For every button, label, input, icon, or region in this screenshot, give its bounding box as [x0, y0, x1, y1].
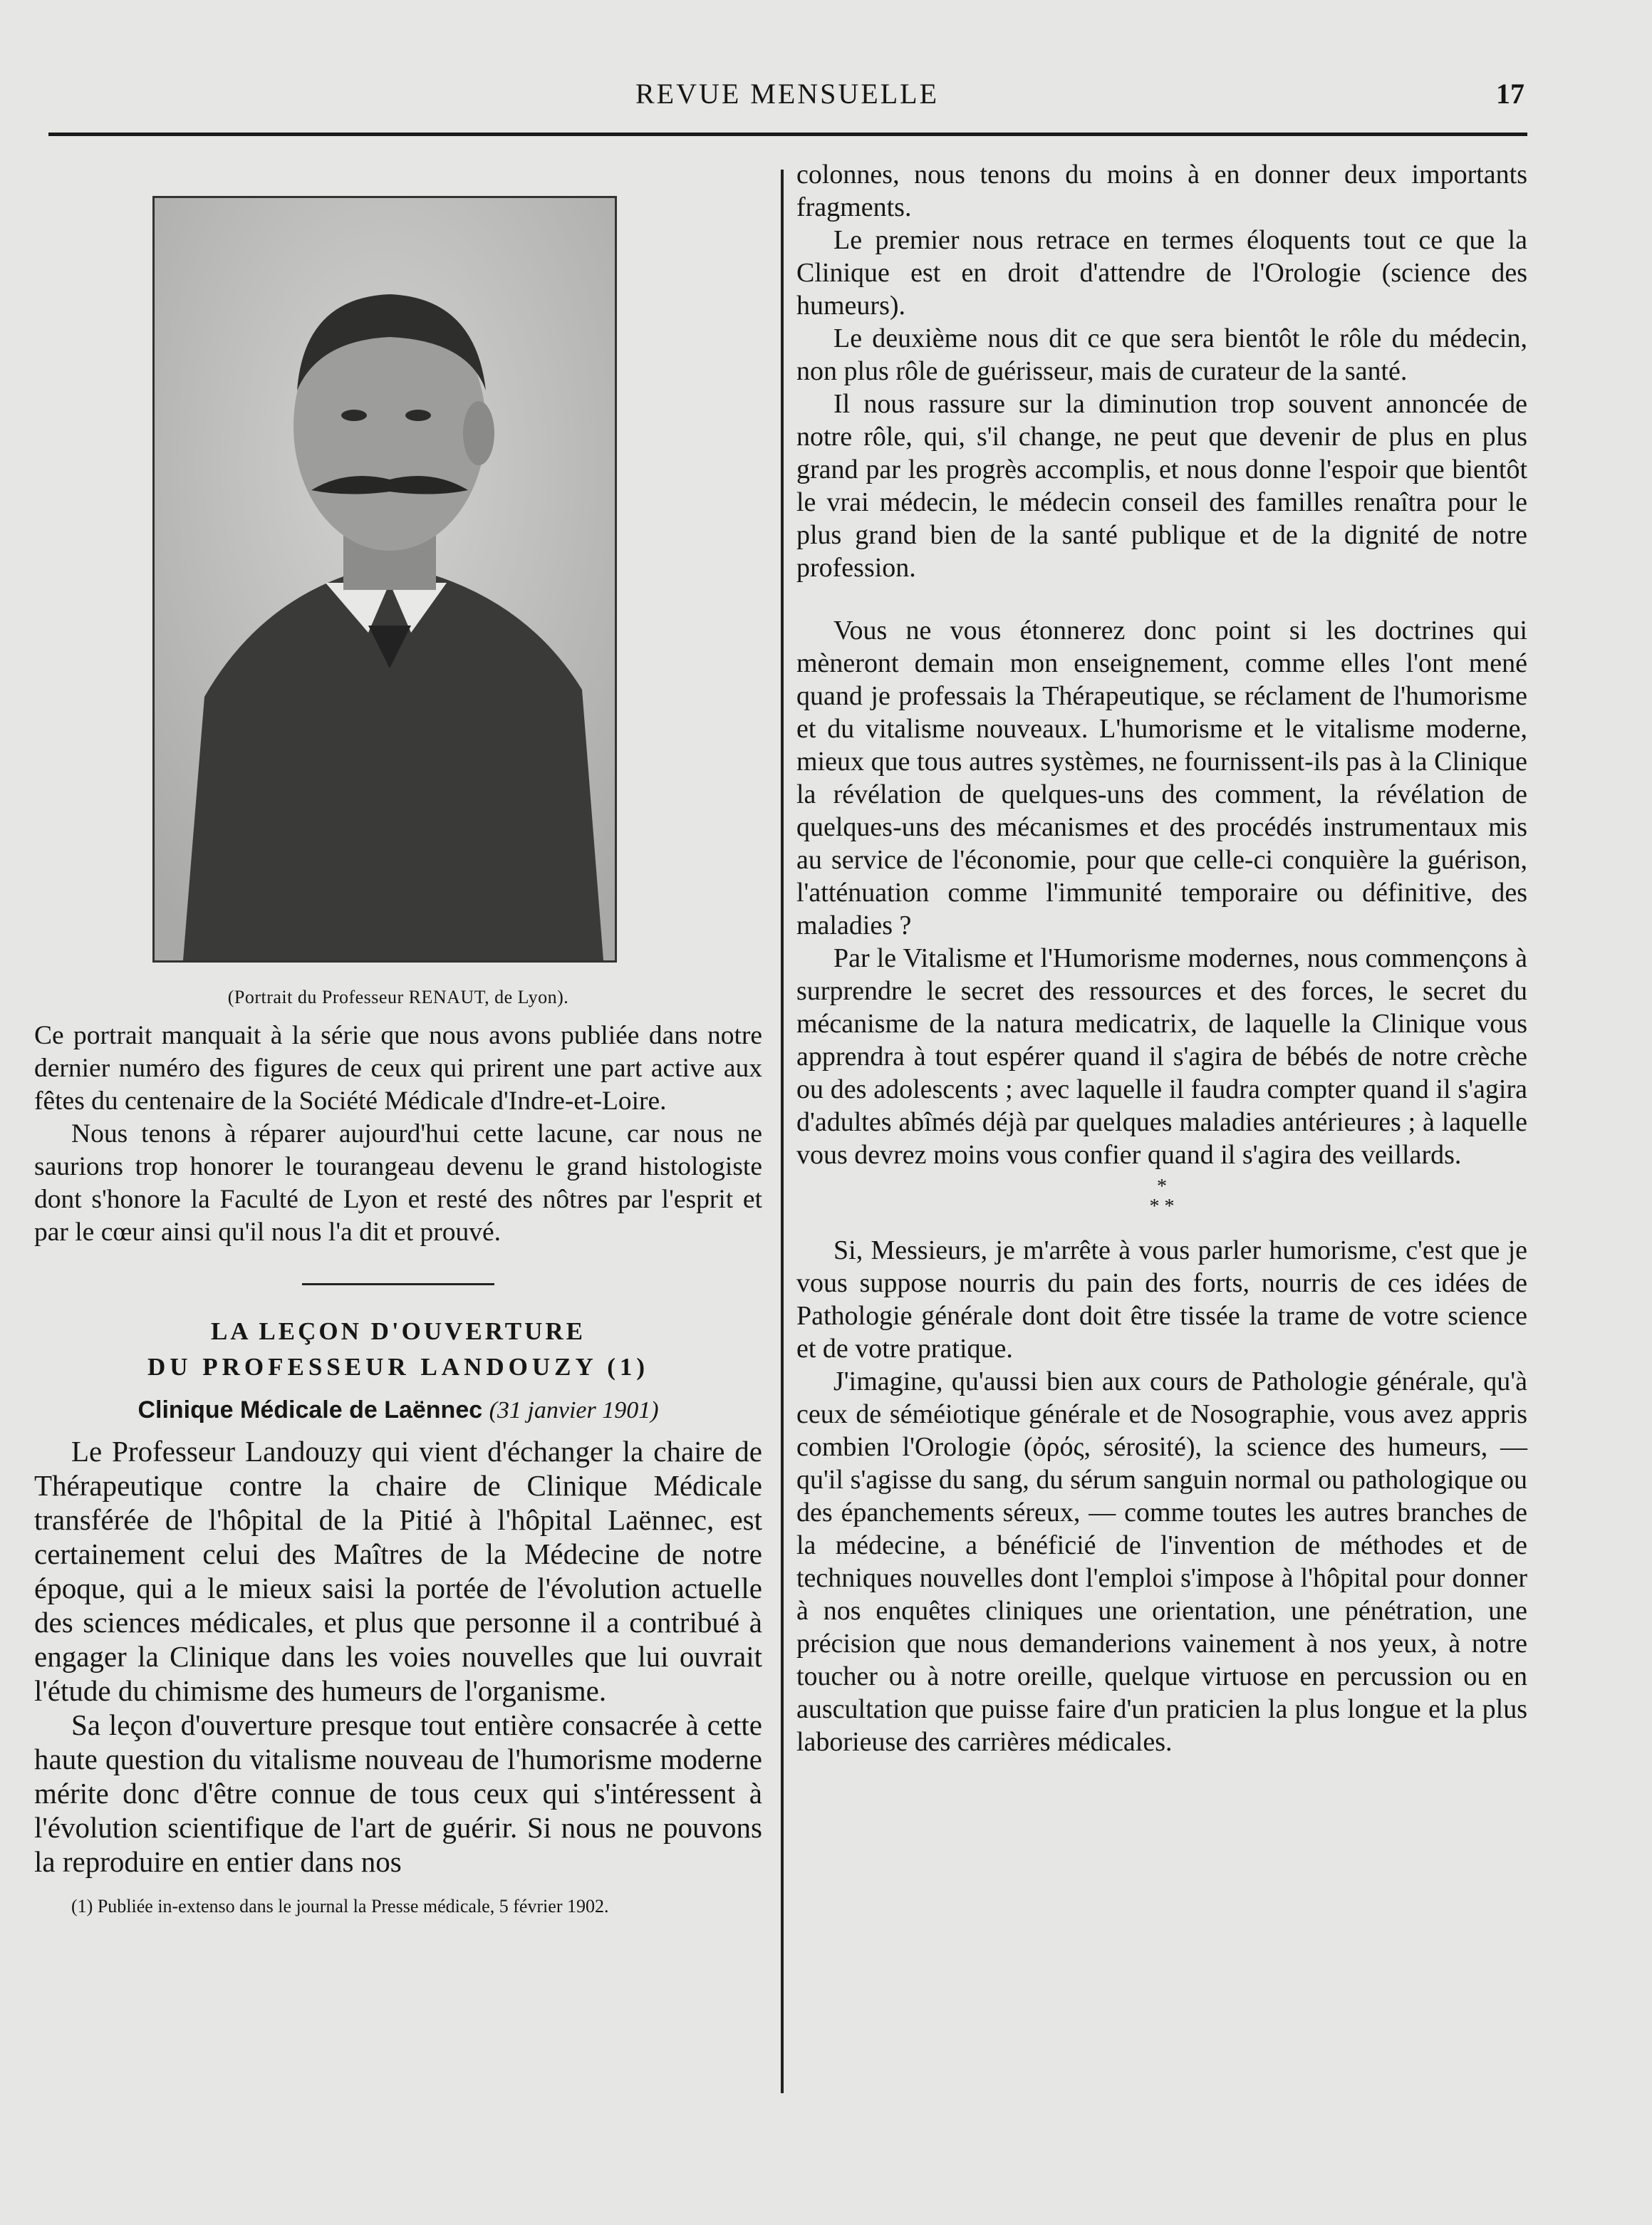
paragraph: Le Professeur Landouzy qui vient d'échanger la chaire de Thérapeutique contre la chaire de Clinique Médicale transférée de l'hôpital de la Pitié à l'hôpital Laënnec, est certainement celui des Maîtres de la Médecine de notre époque, qui a le mieux saisi la portée de l'évolution actuelle des sciences médicales, et plus que personne il a contribué à engager la Clinique dans les voies nouvelles que lui ouvrait l'étude du chimisme des humeurs de l'organisme. — [34, 1435, 762, 1707]
running-head — [50, 77, 1524, 120]
footnote: (1) Publiée in-extenso dans le journal la Presse médicale, 5 février 1902. — [71, 1896, 609, 1917]
page-number: 17 — [1496, 78, 1524, 110]
section-divider — [302, 1283, 494, 1285]
article-heading-line2: DU PROFESSEUR LANDOUZY (1) — [147, 1353, 650, 1381]
header-rule — [48, 133, 1527, 136]
paragraph: Si, Messieurs, je m'arrête à vous parler humorisme, c'est que je vous suppose nourris du pain des forts, nourris de ces idées de Pathologie générale dont doit être tissée la trame de votre science et de votre pratique. — [796, 1235, 1527, 1364]
paragraph: Nous tenons à réparer aujourd'hui cette lacune, car nous ne saurions trop honorer le tourangeau devenu le grand histologiste dont s'honore la Faculté de Lyon et resté des nôtres par l'esprit et par le cœur ainsi qu'il nous l'a dit et prouvé. — [34, 1119, 762, 1247]
article-heading-line1: LA LEÇON D'OUVERTURE — [210, 1317, 586, 1345]
portrait-image — [155, 198, 615, 960]
paragraph: Sa leçon d'ouverture presque tout entière consacrée à cette haute question du vitalisme nouveau de l'humorisme moderne mérite donc d'être connue de tous ceux qui s'intéressent à l'évolution scientifique de l'art de guérir. Si nous ne pouvons la reproduire en entier dans nos — [34, 1708, 762, 1878]
asterism-bottom: * * — [1149, 1196, 1175, 1218]
paragraph: J'imagine, qu'aussi bien aux cours de Pathologie générale, qu'à ceux de séméiotique générale et de Nosographie, vous avez appris combien l'Orologie (ὀρός, sérosité), la science des humeurs, — qu'il s'agisse du sang, du sérum sanguin normal ou pathologique ou des épanchements séreux, — comme toutes les autres branches de la médecine, a bénéficié de l'invention de méthodes et de techniques nouvelles dont l'emploi s'impose à l'hôpital pour donner à nos enquêtes cliniques une orientation, une pénétration, une précision que nous demanderions vainement à nos yeux, à notre toucher ou à notre oreille, quelque virtuose en percussion ou en auscultation que puisse faire d'un praticien la plus longue et la plus laborieuse des carrières médicales. — [796, 1366, 1527, 1757]
asterism — [796, 1177, 1527, 1217]
paragraph: Ce portrait manquait à la série que nous avons publiée dans notre dernier numéro des figures de ceux qui prirent une part active aux fêtes du centenaire de la Société Médicale d'Indre-et-Loire. — [34, 1021, 762, 1116]
paragraph: Il nous rassure sur la diminution trop souvent annoncée de notre rôle, qui, s'il change, ne peut que devenir de plus en plus grand par les progrès accomplis, et nous donne l'espoir que bientôt le vrai médecin, le médecin conseil des familles renaîtra pour le plus grand bien de la santé publique et de la dignité de notre profession. — [796, 389, 1527, 583]
asterism-top: * — [1157, 1176, 1167, 1198]
right-column — [796, 158, 1527, 1758]
paragraph: Le premier nous retrace en termes éloquents tout ce que la Clinique est en droit d'attendre de l'Orologie (science des humeurs). — [796, 225, 1527, 321]
portrait-caption: (Portrait du Professeur RENAUT, de Lyon). — [227, 987, 569, 1007]
subheading-title: Clinique Médicale de Laënnec — [137, 1396, 483, 1423]
left-column — [34, 196, 762, 1919]
article-subheading — [34, 1396, 762, 1424]
subheading-date: (31 janvier 1901) — [489, 1397, 659, 1423]
column-divider — [781, 170, 784, 2093]
paragraph: Par le Vitalisme et l'Humorisme modernes, nous commençons à surprendre le secret des ressources et des forces, le secret du mécanisme de la natura medicatrix, de laquelle la Clinique vous apprendra à tout espérer quand il s'agira de bébés de notre crèche ou des adolescents ; avec laquelle il faudra compter quand il s'agira d'adultes abîmés déjà par quelques maladies antérieures ; à laquelle vous devrez moins vous confier quand il s'agira des veillards. — [796, 943, 1527, 1170]
paragraph: Vous ne vous étonnerez donc point si les doctrines qui mèneront demain mon enseignement, comme elles l'ont mené quand je professais la Thérapeutique, se réclament de l'humorisme et du vitalisme nouveaux. L'humorisme et le vitalisme moderne, mieux que tous autres systèmes, ne fournissent-ils pas à la Clinique la révélation de quelques-uns des comment, la révélation de quelques-uns des mécanismes et des procédés instrumentaux mis au service de l'économie, pour que celle-ci conquière la guérison, l'atténuation comme l'immunité temporaire ou définitive, des maladies ? — [796, 616, 1527, 940]
spacer — [796, 584, 1527, 614]
paragraph: Le deuxième nous dit ce que sera bientôt le rôle du médecin, non plus rôle de guérisseur, mais de curateur de la santé. — [796, 323, 1527, 386]
paragraph: colonnes, nous tenons du moins à en donner deux importants fragments. — [796, 160, 1527, 222]
portrait-photo — [152, 196, 617, 963]
running-title: REVUE MENSUELLE — [635, 78, 940, 110]
